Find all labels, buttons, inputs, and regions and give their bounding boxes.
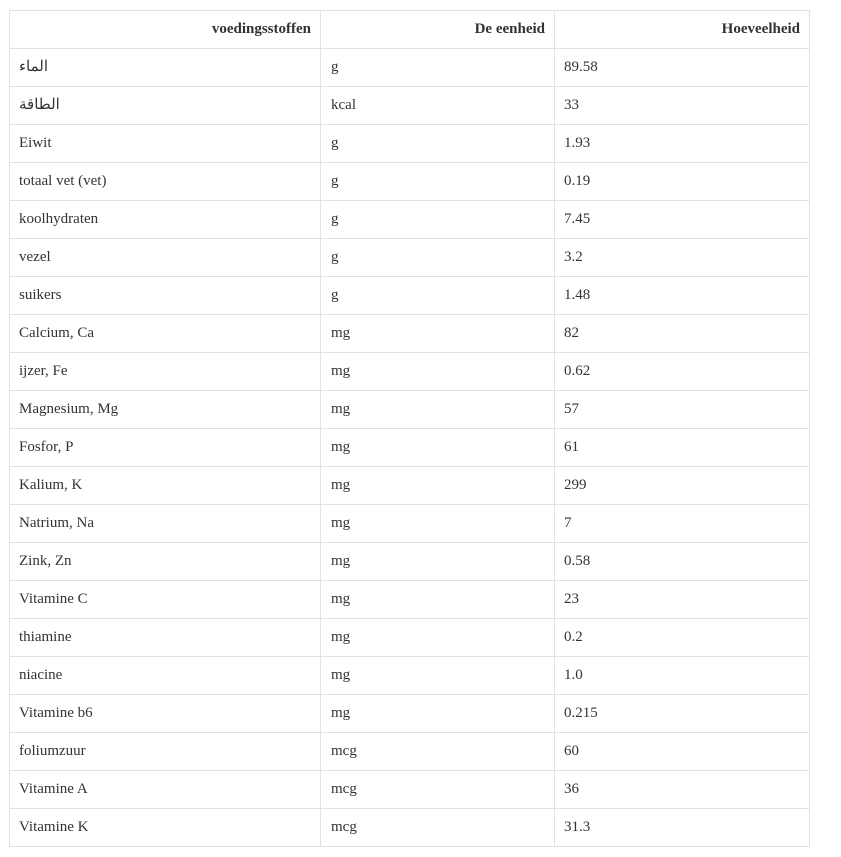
amount-cell: 0.62 <box>555 353 810 391</box>
amount-cell: 36 <box>555 771 810 809</box>
table-row <box>10 695 810 733</box>
table-row <box>10 657 810 695</box>
unit-cell: g <box>321 201 555 239</box>
nutrient-cell: Eiwit <box>10 125 321 163</box>
table-row <box>10 733 810 771</box>
amount-cell: 1.48 <box>555 277 810 315</box>
table-row <box>10 125 810 163</box>
amount-cell: 0.58 <box>555 543 810 581</box>
amount-cell: 61 <box>555 429 810 467</box>
amount-cell: 0.215 <box>555 695 810 733</box>
amount-cell: 299 <box>555 467 810 505</box>
amount-cell: 7 <box>555 505 810 543</box>
unit-cell: kcal <box>321 87 555 125</box>
unit-cell: mg <box>321 543 555 581</box>
amount-cell: 1.93 <box>555 125 810 163</box>
header-amount: Hoeveelheid <box>555 11 810 49</box>
unit-cell: mg <box>321 467 555 505</box>
table-row <box>10 163 810 201</box>
table-row <box>10 771 810 809</box>
unit-cell: g <box>321 163 555 201</box>
table-row <box>10 809 810 847</box>
unit-cell: g <box>321 277 555 315</box>
nutrient-cell: koolhydraten <box>10 201 321 239</box>
unit-cell: mg <box>321 391 555 429</box>
amount-cell: 89.58 <box>555 49 810 87</box>
table-row <box>10 201 810 239</box>
unit-cell: mg <box>321 619 555 657</box>
table-row <box>10 429 810 467</box>
unit-cell: g <box>321 239 555 277</box>
table-row <box>10 277 810 315</box>
amount-cell: 33 <box>555 87 810 125</box>
unit-cell: mg <box>321 581 555 619</box>
unit-cell: mg <box>321 353 555 391</box>
nutrient-cell: totaal vet (vet) <box>10 163 321 201</box>
table-row <box>10 315 810 353</box>
nutrient-cell: Vitamine A <box>10 771 321 809</box>
unit-cell: g <box>321 125 555 163</box>
nutrient-cell: Kalium, K <box>10 467 321 505</box>
nutrient-cell: الماء <box>10 49 321 87</box>
nutrient-cell: Vitamine C <box>10 581 321 619</box>
nutrient-cell: Magnesium, Mg <box>10 391 321 429</box>
nutrient-cell: Calcium, Ca <box>10 315 321 353</box>
unit-cell: mcg <box>321 809 555 847</box>
unit-cell: mcg <box>321 771 555 809</box>
nutrient-cell: niacine <box>10 657 321 695</box>
nutrient-cell: thiamine <box>10 619 321 657</box>
header-row <box>10 11 810 49</box>
amount-cell: 82 <box>555 315 810 353</box>
amount-cell: 0.19 <box>555 163 810 201</box>
nutrition-table <box>9 10 810 847</box>
table-row <box>10 87 810 125</box>
amount-cell: 3.2 <box>555 239 810 277</box>
header-unit: De eenheid <box>321 11 555 49</box>
nutrient-cell: Natrium, Na <box>10 505 321 543</box>
nutrient-cell: الطاقة <box>10 87 321 125</box>
unit-cell: g <box>321 49 555 87</box>
nutrient-cell: Fosfor, P <box>10 429 321 467</box>
amount-cell: 1.0 <box>555 657 810 695</box>
table-row <box>10 353 810 391</box>
table-row <box>10 49 810 87</box>
unit-cell: mg <box>321 429 555 467</box>
header-nutrient: voedingsstoffen <box>10 11 321 49</box>
table-body <box>10 49 810 847</box>
unit-cell: mg <box>321 505 555 543</box>
nutrient-cell: Zink, Zn <box>10 543 321 581</box>
table-row <box>10 239 810 277</box>
table-row <box>10 543 810 581</box>
unit-cell: mcg <box>321 733 555 771</box>
unit-cell: mg <box>321 695 555 733</box>
nutrient-cell: vezel <box>10 239 321 277</box>
amount-cell: 23 <box>555 581 810 619</box>
amount-cell: 60 <box>555 733 810 771</box>
nutrient-cell: ijzer, Fe <box>10 353 321 391</box>
nutrition-table-container <box>9 10 810 847</box>
table-row <box>10 505 810 543</box>
table-header <box>10 11 810 49</box>
table-row <box>10 391 810 429</box>
table-row <box>10 467 810 505</box>
nutrient-cell: Vitamine b6 <box>10 695 321 733</box>
amount-cell: 31.3 <box>555 809 810 847</box>
amount-cell: 7.45 <box>555 201 810 239</box>
amount-cell: 0.2 <box>555 619 810 657</box>
unit-cell: mg <box>321 657 555 695</box>
table-row <box>10 581 810 619</box>
nutrient-cell: suikers <box>10 277 321 315</box>
amount-cell: 57 <box>555 391 810 429</box>
nutrient-cell: foliumzuur <box>10 733 321 771</box>
unit-cell: mg <box>321 315 555 353</box>
table-row <box>10 619 810 657</box>
nutrient-cell: Vitamine K <box>10 809 321 847</box>
